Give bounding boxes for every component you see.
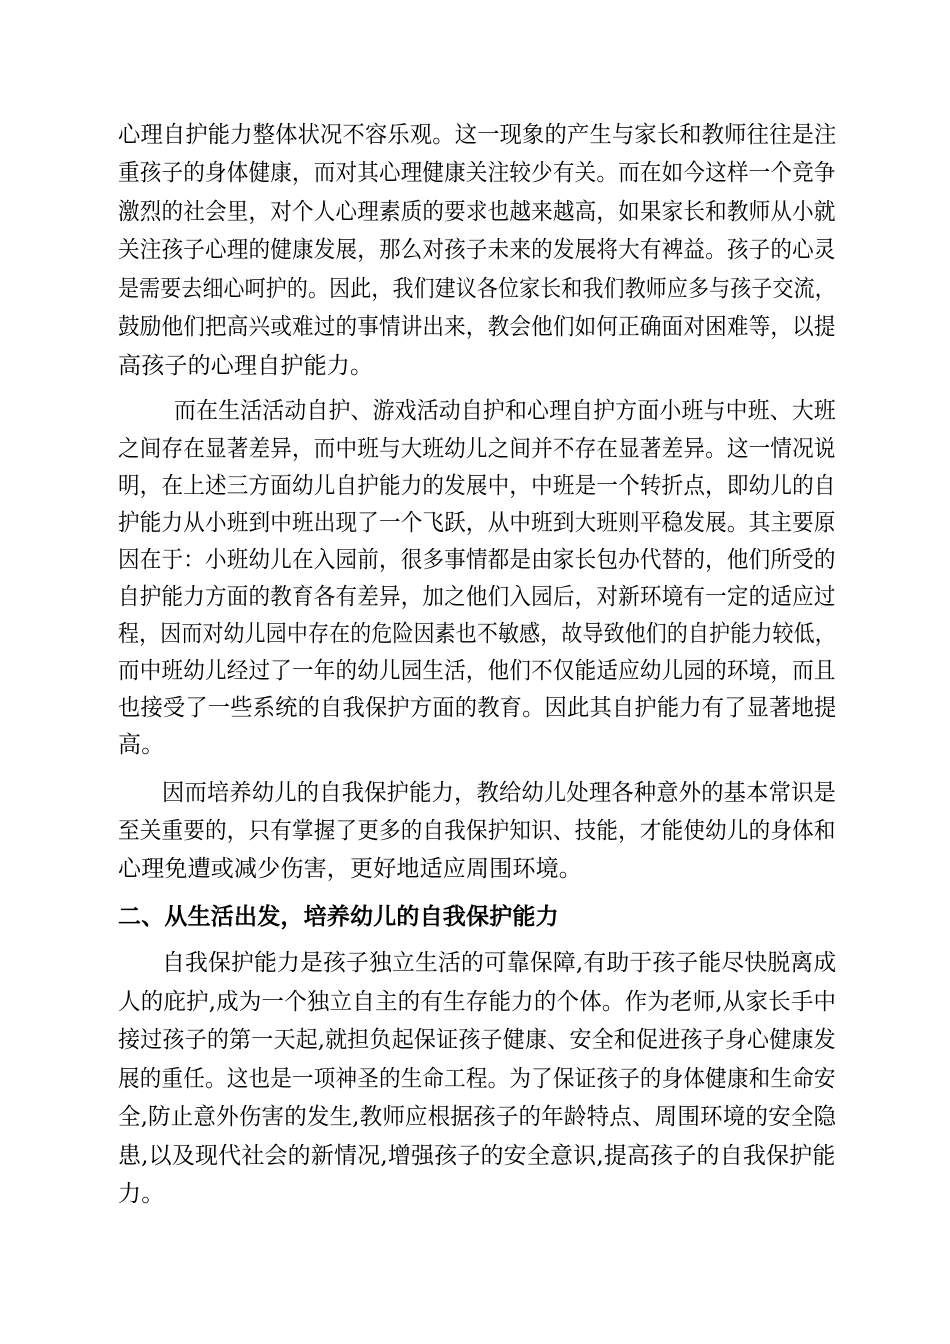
paragraph-line: 心理自护能力整体状况不容乐观。这一现象的产生与家长和教师往往是注 <box>118 122 837 148</box>
paragraph-line: 因而培养幼儿的自我保护能力，教给幼儿处理各种意外的基本常识是 <box>162 780 837 806</box>
paragraph-line: 高孩子的心理自护能力。 <box>118 353 374 379</box>
paragraph-line: 自我保护能力是孩子独立生活的可靠保障,有助于孩子能尽快脱离成 <box>162 950 837 976</box>
paragraph-line: 也接受了一些系统的自我保护方面的教育。因此其自护能力有了显著地提 <box>118 695 837 721</box>
paragraph-line: 明，在上述三方面幼儿自护能力的发展中，中班是一个转折点，即幼儿的自 <box>118 473 836 499</box>
paragraph-line: 高。 <box>118 732 165 758</box>
paragraph-line: 自护能力方面的教育各有差异，加之他们入园后，对新环境有一定的适应过 <box>118 584 836 610</box>
paragraph-line: 护能力从小班到中班出现了一个飞跃，从中班到大班则平稳发展。其主要原 <box>118 510 836 536</box>
paragraph-line: 患,以及现代社会的新情况,增强孩子的安全意识,提高孩子的自我保护能 <box>118 1143 836 1169</box>
paragraph-line: 而中班幼儿经过了一年的幼儿园生活，他们不仅能适应幼儿园的环境，而且 <box>118 658 836 684</box>
paragraph-line: 之间存在显著差异，而中班与大班幼儿之间并不存在显著差异。这一情况说 <box>118 436 836 462</box>
paragraph-line: 力。 <box>118 1181 165 1207</box>
paragraph-line: 因在于：小班幼儿在入园前，很多事情都是由家长包办代替的，他们所受的 <box>118 547 836 573</box>
paragraph-line: 全,防止意外伤害的发生,教师应根据孩子的年龄特点、周围环境的安全隐 <box>118 1104 837 1130</box>
paragraph-line: 关注孩子心理的健康发展，那么对孩子未来的发展将大有裨益。孩子的心灵 <box>118 237 836 263</box>
paragraph-line: 人的庇护,成为一个独立自主的有生存能力的个体。作为老师,从家长手中 <box>118 989 837 1015</box>
paragraph-line: 至关重要的，只有掌握了更多的自我保护知识、技能，才能使幼儿的身体和 <box>118 818 836 844</box>
paragraph-line: 而在生活活动自护、游戏活动自护和心理自护方面小班与中班、大班 <box>174 398 836 424</box>
paragraph-line: 重孩子的身体健康，而对其心理健康关注较少有关。而在如今这样一个竞争 <box>118 160 836 186</box>
paragraph-line: 程，因而对幼儿园中存在的危险因素也不敏感，故导致他们的自护能力较低， <box>118 621 836 647</box>
paragraph-line: 心理免遭或减少伤害，更好地适应周围环境。 <box>118 856 582 882</box>
paragraph-line: 展的重任。这也是一项神圣的生命工程。为了保证孩子的身体健康和生命安 <box>118 1066 836 1092</box>
paragraph-line: 接过孩子的第一天起,就担负起保证孩子健康、安全和促进孩子身心健康发 <box>118 1027 836 1053</box>
section-heading: 二、从生活出发，培养幼儿的自我保护能力 <box>118 904 559 930</box>
paragraph-line: 是需要去细心呵护的。因此，我们建议各位家长和我们教师应多与孩子交流， <box>118 276 836 302</box>
paragraph-line: 激烈的社会里，对个人心理素质的要求也越来越高，如果家长和教师从小就 <box>118 199 836 225</box>
paragraph-line: 鼓励他们把高兴或难过的事情讲出来，教会他们如何正确面对困难等，以提 <box>118 314 836 340</box>
